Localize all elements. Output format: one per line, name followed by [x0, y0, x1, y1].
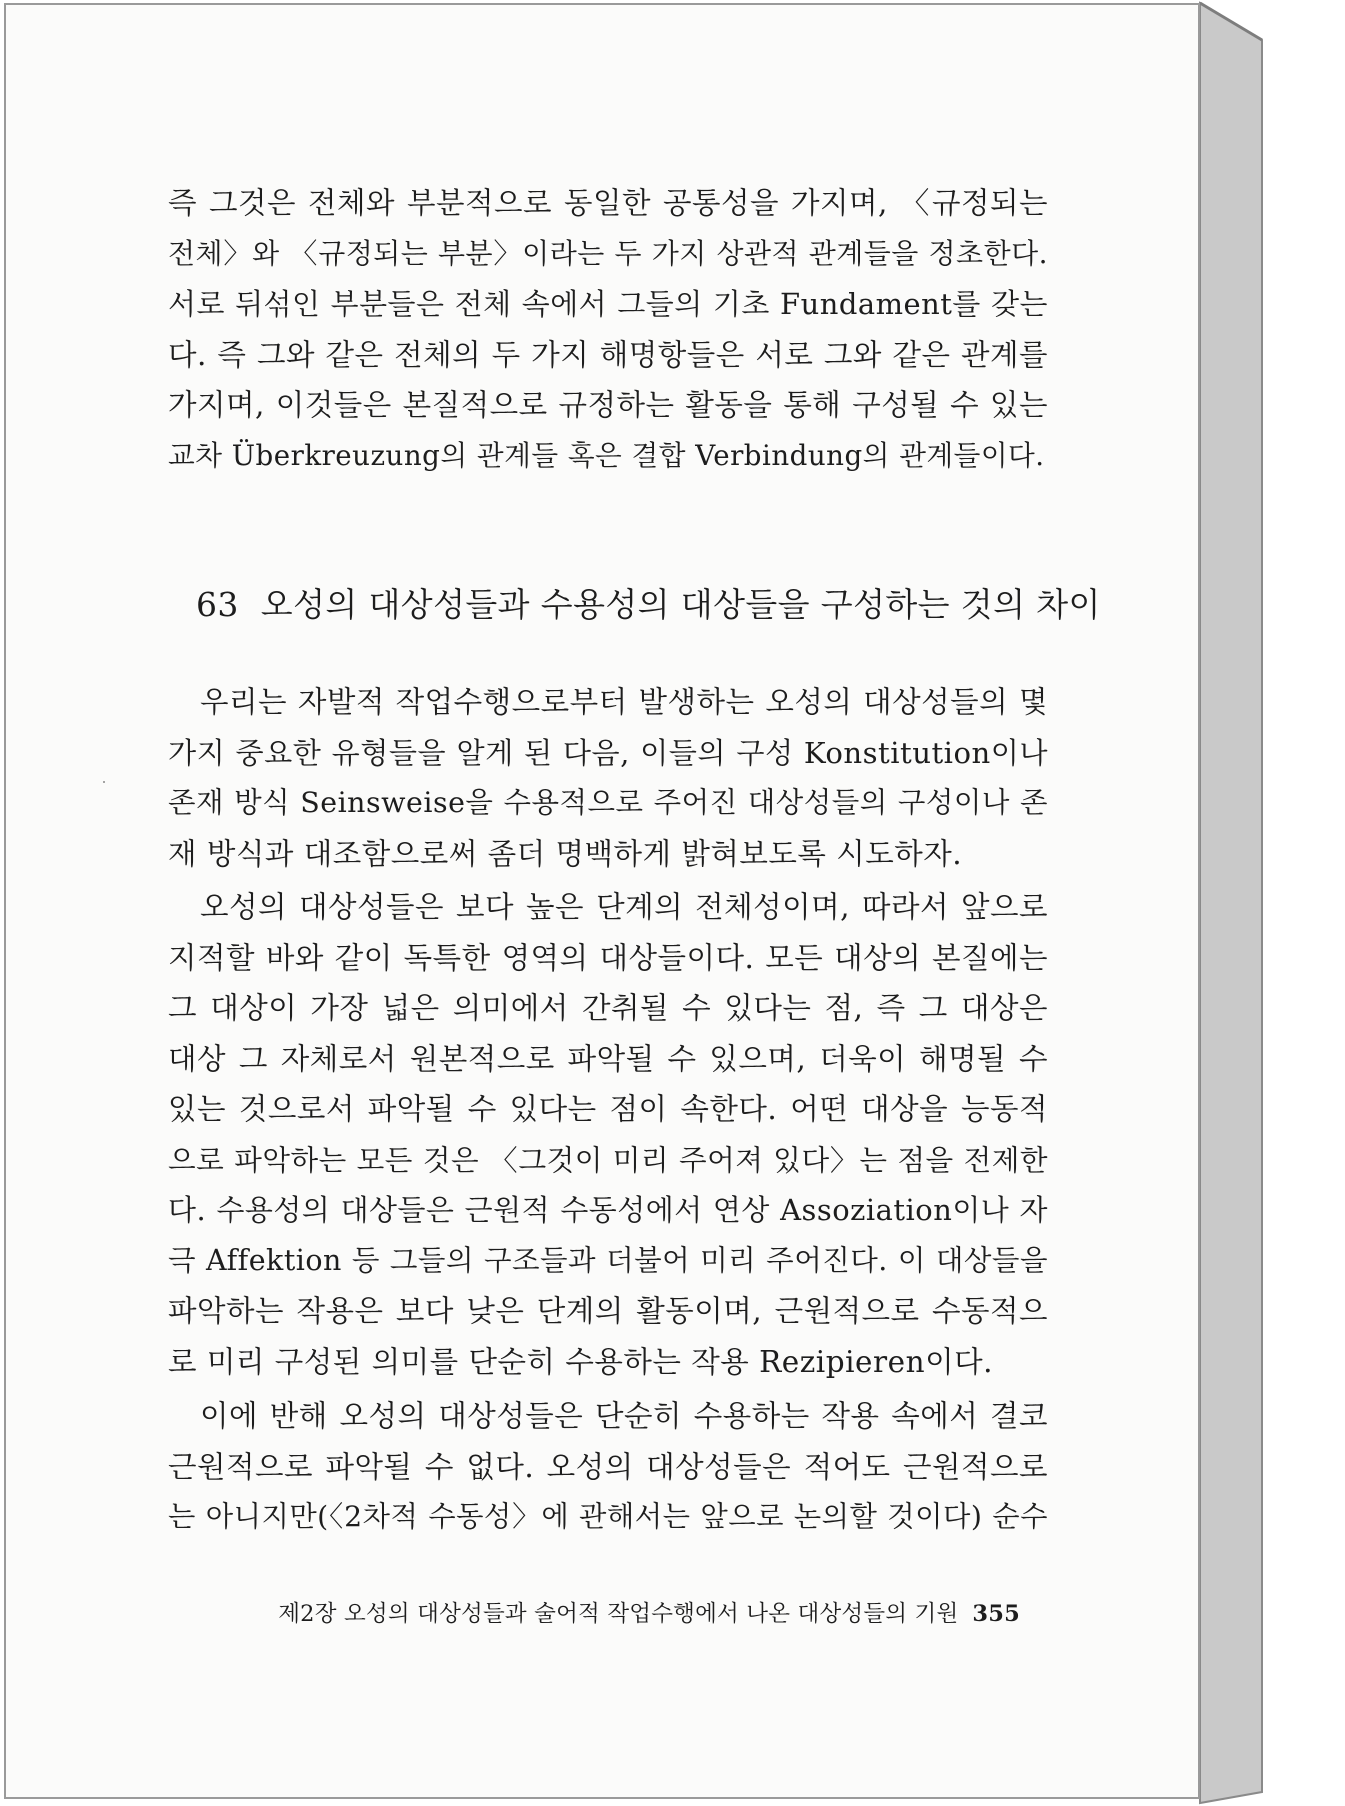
paragraph-text — [168, 178, 1048, 481]
text-line: 가지 중요한 유형들을 알게 된 다음, 이들의 구성 Konstitution이나 — [168, 735, 1048, 770]
text-line: 우리는 자발적 작업수행으로부터 발생하는 오성의 대상성들의 몇 — [200, 685, 1048, 719]
paragraph-2 — [168, 882, 1048, 1387]
text-line: 이에 반해 오성의 대상성들은 단순히 수용하는 작용 속에서 결코 — [200, 1399, 1048, 1433]
stray-mark — [103, 781, 105, 783]
text-line: 으로 파악하는 모든 것은 〈그것이 미리 주어져 있다〉는 점을 전제한 — [168, 1142, 1048, 1177]
text-line: 교차 Überkreuzung의 관계들 혹은 결합 Verbindung의 관계들이다. — [168, 438, 1045, 472]
text-line: 재 방식과 대조함으로써 좀더 명백하게 밝혀보도록 시도하자. — [168, 836, 963, 871]
text-line: 지적할 바와 같이 독특한 영역의 대상들이다. 모든 대상의 본질에는 — [168, 940, 1048, 975]
text-line: 그 대상이 가장 넓은 의미에서 간취될 수 있다는 점, 즉 그 대상은 — [168, 991, 1048, 1025]
paragraph-top — [168, 178, 1048, 481]
text-line: 가지며, 이것들은 본질적으로 규정하는 활동을 통해 구성될 수 있는 — [168, 388, 1048, 422]
paragraph-3 — [168, 1391, 1048, 1543]
section-title: 오성의 대상성들과 수용성의 대상들을 구성하는 것의 차이 — [260, 585, 1101, 624]
text-line: 극 Affektion 등 그들의 구조들과 더불어 미리 주어진다. 이 대상들을 — [168, 1243, 1048, 1277]
text-line: 다. 즉 그와 같은 전체의 두 가지 해명항들은 서로 그와 같은 관계를 — [168, 337, 1048, 372]
text-line: 대상 그 자체로서 원본적으로 파악될 수 있으며, 더욱이 해명될 수 — [168, 1041, 1048, 1076]
section-number: 63 — [196, 585, 239, 624]
text-line: 존재 방식 Seinsweise을 수용적으로 주어진 대상성들의 구성이나 존 — [168, 786, 1048, 819]
page-number: 355 — [972, 1601, 1020, 1627]
text-line: 파악하는 작용은 보다 낮은 단계의 활동이며, 근원적으로 수동적으 — [168, 1294, 1048, 1328]
text-line: 다. 수용성의 대상들은 근원적 수동성에서 연상 Assoziation이나 자 — [168, 1193, 1048, 1227]
text-line: 는 아니지만(〈2차적 수동성〉에 관해서는 앞으로 논의할 것이다) 순수 — [168, 1500, 1048, 1533]
paragraph-text — [168, 882, 1048, 1387]
paragraph-1 — [168, 677, 1048, 879]
paragraph-text — [168, 677, 1048, 879]
section-heading — [196, 583, 1101, 627]
text-line: 로 미리 구성된 의미를 단순히 수용하는 작용 Rezipieren이다. — [168, 1344, 993, 1379]
text-line: 오성의 대상성들은 보다 높은 단계의 전체성이며, 따라서 앞으로 — [200, 890, 1048, 924]
text-line: 근원적으로 파악될 수 없다. 오성의 대상성들은 적어도 근원적으로 — [168, 1449, 1048, 1484]
text-line: 서로 뒤섞인 부분들은 전체 속에서 그들의 기초 Fundament를 갖는 — [168, 287, 1048, 321]
text-line: 전체〉와 〈규정되는 부분〉이라는 두 가지 상관적 관계들을 정초한다. — [168, 236, 1048, 270]
running-title: 제2장 오성의 대상성들과 술어적 작업수행에서 나온 대상성들의 기원 — [278, 1601, 959, 1627]
text-line: 즉 그것은 전체와 부분적으로 동일한 공통성을 가지며, 〈규정되는 — [168, 186, 1048, 220]
paragraph-text — [168, 1391, 1048, 1543]
text-line: 있는 것으로서 파악될 수 있다는 점이 속한다. 어떤 대상을 능동적 — [168, 1092, 1048, 1126]
page-footer — [240, 1598, 1020, 1630]
